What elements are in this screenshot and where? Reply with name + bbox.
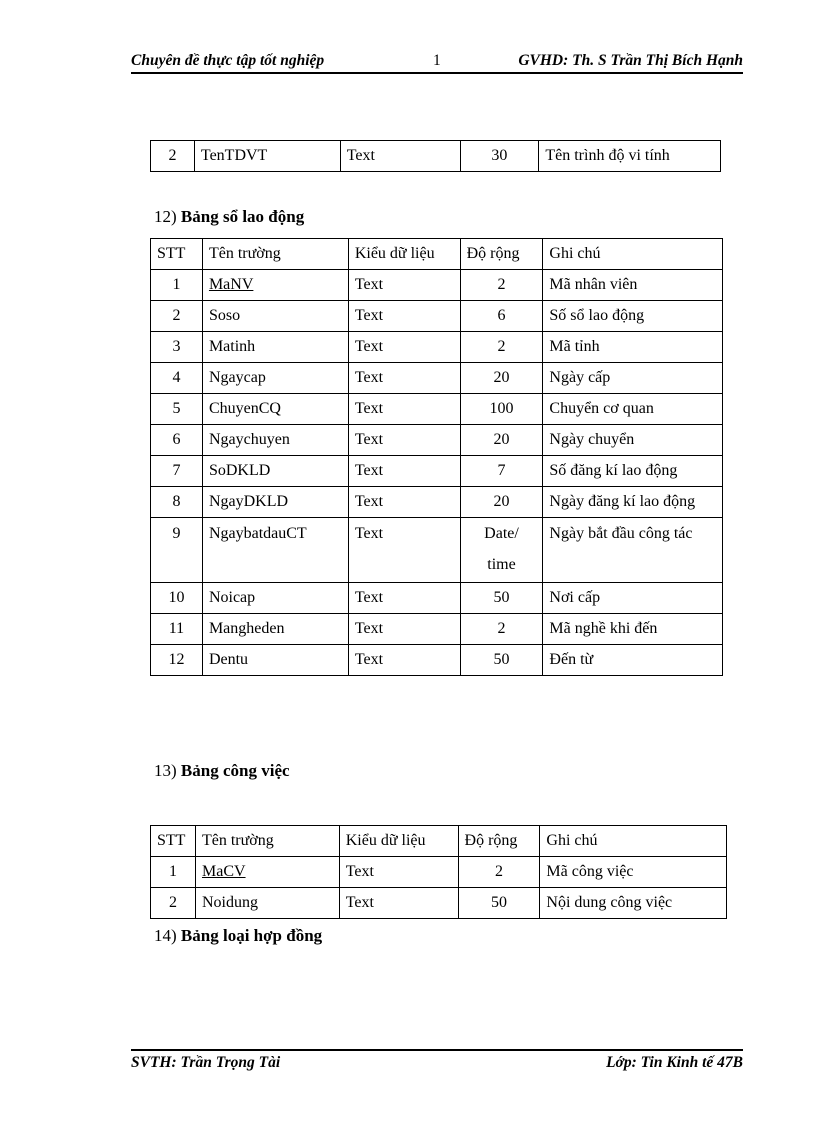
cell-field: NgayDKLD (202, 487, 348, 518)
cell-stt: 2 (151, 888, 196, 919)
cell-type: Text (348, 518, 460, 583)
table-header-row (151, 826, 727, 857)
table-header-row (151, 239, 723, 270)
cell-width (460, 518, 543, 583)
cell-type: Text (348, 487, 460, 518)
cell-note: Mã công việc (540, 857, 727, 888)
primary-key-field: MaCV (201, 863, 246, 880)
cell-stt: 7 (151, 456, 203, 487)
header-note: Ghi chú (543, 239, 723, 270)
cell-type: Text (340, 141, 460, 172)
table-row (151, 332, 723, 363)
cell-stt: 11 (151, 614, 203, 645)
table-row (151, 456, 723, 487)
cell-note: Đến từ (543, 645, 723, 676)
cell-type: Text (339, 857, 458, 888)
cell-width: 20 (460, 425, 543, 456)
cell-field: Noicap (202, 583, 348, 614)
footer-student: SVTH: Trần Trọng Tài (131, 1054, 281, 1071)
cell-field: Ngaycap (202, 363, 348, 394)
table-row (151, 645, 723, 676)
cell-stt: 8 (151, 487, 203, 518)
cell-stt: 5 (151, 394, 203, 425)
cell-note: Số sổ lao động (543, 301, 723, 332)
header-stt: STT (151, 239, 203, 270)
cell-width: 7 (460, 456, 543, 487)
header-rule (131, 72, 743, 74)
table-continued (150, 140, 721, 172)
section-14-heading (154, 926, 322, 946)
cell-note: Nội dung công việc (540, 888, 727, 919)
cell-stt: 9 (151, 518, 203, 583)
cell-width: 50 (458, 888, 540, 919)
table-row (151, 270, 723, 301)
section-number: 13) (154, 761, 177, 780)
cell-field: Soso (202, 301, 348, 332)
cell-field (195, 857, 339, 888)
width-line-1: Date/ (484, 525, 519, 542)
cell-type: Text (348, 301, 460, 332)
cell-type: Text (348, 456, 460, 487)
header-stt: STT (151, 826, 196, 857)
table-row (151, 614, 723, 645)
cell-stt: 4 (151, 363, 203, 394)
header-supervisor: GVHD: Th. S Trần Thị Bích Hạnh (518, 52, 743, 69)
section-13-heading (154, 761, 290, 781)
table-row (151, 425, 723, 456)
width-line-2: time (487, 556, 516, 573)
cell-type: Text (348, 645, 460, 676)
section-title: Bảng sổ lao động (180, 207, 305, 226)
cell-width: 2 (458, 857, 540, 888)
cell-width: 20 (460, 487, 543, 518)
cell-width: 6 (460, 301, 543, 332)
section-title: Bảng loại hợp đồng (180, 926, 323, 945)
cell-note: Ngày chuyển (543, 425, 723, 456)
cell-note: Ngày đăng kí lao động (543, 487, 723, 518)
table-row (151, 141, 721, 172)
cell-field: ChuyenCQ (202, 394, 348, 425)
cell-type: Text (348, 332, 460, 363)
cell-width: 2 (460, 270, 543, 301)
table-row (151, 857, 727, 888)
cell-stt: 2 (151, 301, 203, 332)
cell-type: Text (348, 363, 460, 394)
table-so-lao-dong (150, 238, 723, 676)
cell-note: Tên trình độ vi tính (539, 141, 721, 172)
table-row (151, 301, 723, 332)
cell-stt: 1 (151, 857, 196, 888)
cell-width: 2 (460, 332, 543, 363)
cell-note: Mã nhân viên (543, 270, 723, 301)
cell-note: Chuyển cơ quan (543, 394, 723, 425)
cell-stt: 10 (151, 583, 203, 614)
cell-type: Text (348, 270, 460, 301)
page-header (131, 52, 743, 74)
cell-width: 50 (460, 645, 543, 676)
table-row (151, 583, 723, 614)
cell-width: 50 (460, 583, 543, 614)
section-number: 12) (154, 207, 177, 226)
cell-width: 20 (460, 363, 543, 394)
table-row (151, 394, 723, 425)
cell-note: Mã tỉnh (543, 332, 723, 363)
table-row (151, 888, 727, 919)
cell-field: Dentu (202, 645, 348, 676)
header-document-title: Chuyên đề thực tập tốt nghiệp (131, 52, 325, 69)
header-type: Kiểu dữ liệu (339, 826, 458, 857)
primary-key-field: MaNV (208, 276, 254, 293)
cell-width: 30 (460, 141, 539, 172)
page-footer (131, 1054, 743, 1076)
cell-stt: 6 (151, 425, 203, 456)
footer-rule (131, 1049, 743, 1051)
section-12-heading (154, 207, 304, 227)
header-type: Kiểu dữ liệu (348, 239, 460, 270)
cell-type: Text (348, 394, 460, 425)
cell-note: Ngày cấp (543, 363, 723, 394)
cell-type: Text (348, 583, 460, 614)
cell-field: Noidung (195, 888, 339, 919)
cell-field (202, 270, 348, 301)
cell-field: Ngaychuyen (202, 425, 348, 456)
cell-stt: 3 (151, 332, 203, 363)
page-number: 1 (433, 52, 441, 69)
cell-note: Nơi cấp (543, 583, 723, 614)
table-row (151, 363, 723, 394)
header-width: Độ rộng (460, 239, 543, 270)
cell-width: 2 (460, 614, 543, 645)
header-field: Tên trường (202, 239, 348, 270)
cell-stt: 2 (151, 141, 195, 172)
cell-width: 100 (460, 394, 543, 425)
cell-field: Mangheden (202, 614, 348, 645)
cell-stt: 12 (151, 645, 203, 676)
cell-type: Text (339, 888, 458, 919)
cell-note: Ngày bắt đầu công tác (543, 518, 723, 583)
section-number: 14) (154, 926, 177, 945)
table-row (151, 518, 723, 583)
cell-field: NgaybatdauCT (202, 518, 348, 583)
section-title: Bảng công việc (180, 761, 290, 780)
header-note: Ghi chú (540, 826, 727, 857)
table-cong-viec (150, 825, 727, 919)
footer-class: Lớp: Tin Kinh tế 47B (606, 1054, 743, 1071)
cell-field: SoDKLD (202, 456, 348, 487)
cell-type: Text (348, 425, 460, 456)
header-width: Độ rộng (458, 826, 540, 857)
cell-note: Số đăng kí lao động (543, 456, 723, 487)
cell-type: Text (348, 614, 460, 645)
cell-stt: 1 (151, 270, 203, 301)
header-field: Tên trường (195, 826, 339, 857)
cell-note: Mã nghề khi đến (543, 614, 723, 645)
cell-field: Matinh (202, 332, 348, 363)
table-row (151, 487, 723, 518)
cell-field: TenTDVT (194, 141, 340, 172)
